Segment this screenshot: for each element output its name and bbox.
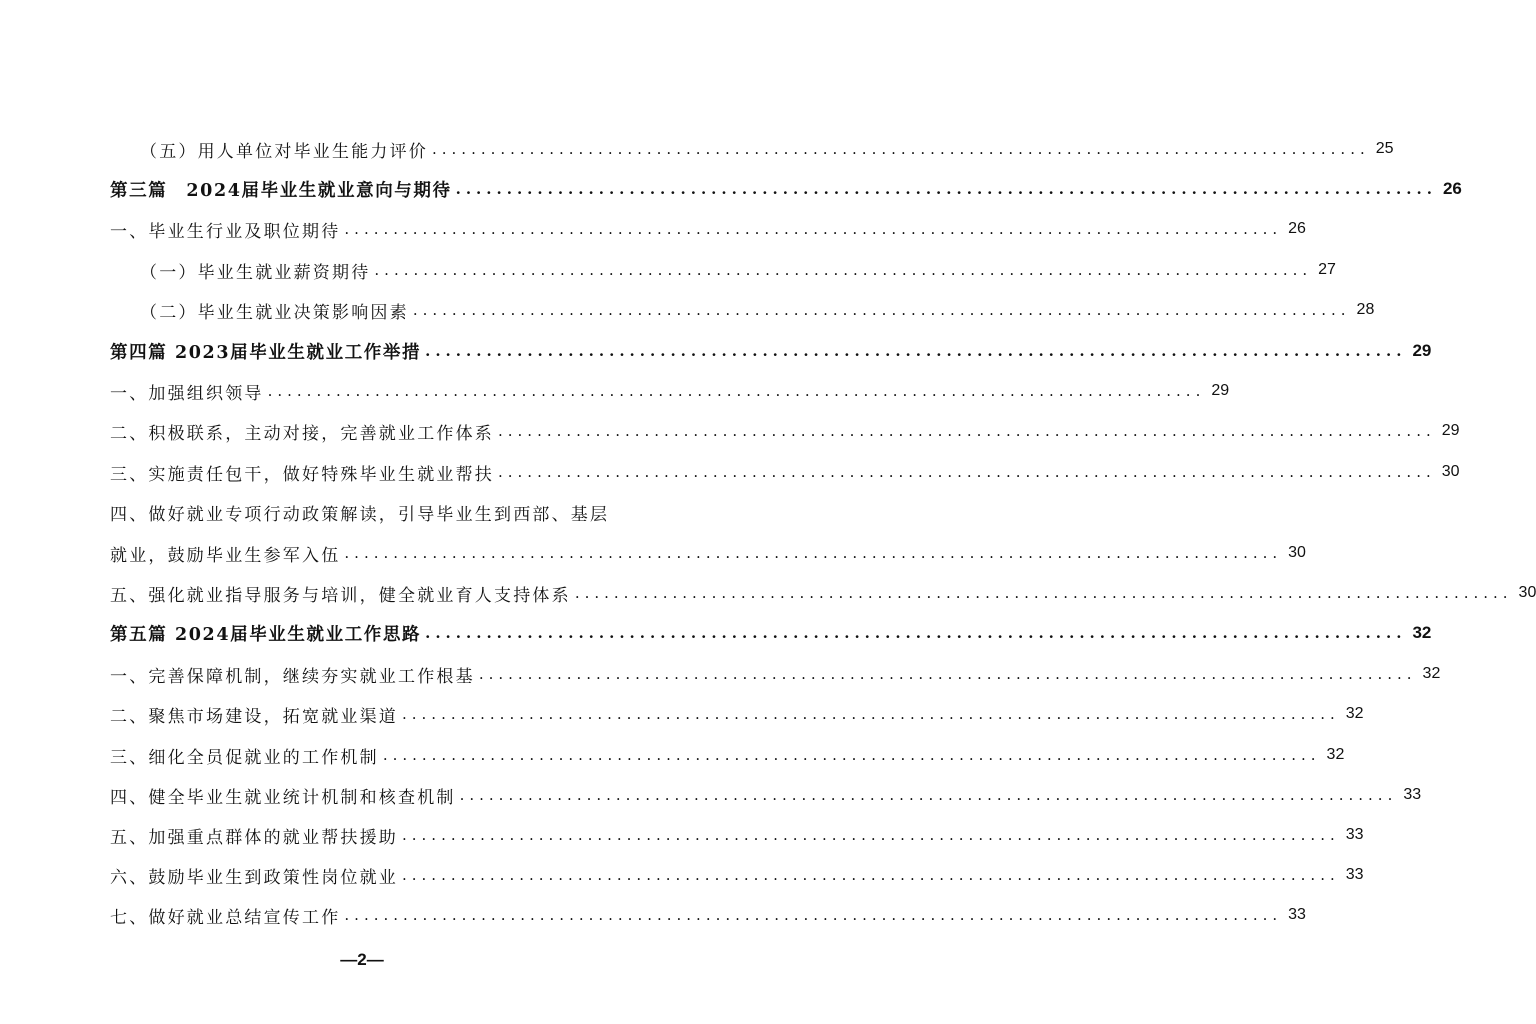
dot-leader: ................................................................................................ xyxy=(459,786,1398,804)
toc-entry xyxy=(110,416,1460,446)
dot-leader: ................................................................................................ xyxy=(498,422,1436,440)
page-number-footer: —2— xyxy=(340,950,384,969)
toc-entry xyxy=(110,538,1306,568)
dot-leader: ................................................................................................ xyxy=(402,705,1340,723)
toc-entry-page: 26 xyxy=(1442,179,1462,198)
dot-leader: ................................................................................................ xyxy=(432,140,1370,158)
toc-entry-page: 32 xyxy=(1412,623,1432,642)
toc-entry-label: 第三篇 2024届毕业生就业意向与期待 xyxy=(110,180,452,201)
toc-entry-label: 一、毕业生行业及职位期待 xyxy=(110,221,341,242)
dot-leader: ................................................................................................ xyxy=(498,463,1436,481)
dot-leader: ................................................................................................ xyxy=(425,624,1407,642)
dot-leader: ................................................................................................ xyxy=(574,584,1513,602)
toc-entry-page: 30 xyxy=(1441,463,1460,480)
toc-entry-label: 四、健全毕业生就业统计机制和核查机制 xyxy=(110,787,456,808)
toc-entry xyxy=(140,295,1375,325)
toc-entry xyxy=(110,699,1364,729)
toc-entry-page: 30 xyxy=(1288,544,1306,561)
toc-entry-label: 一、加强组织领导 xyxy=(110,383,264,404)
dot-leader: ................................................................................................ xyxy=(425,342,1407,360)
toc-entry xyxy=(110,174,1462,204)
toc-entry-page: 29 xyxy=(1412,341,1432,360)
toc-entry-label: 二、聚焦市场建设，拓宽就业渠道 xyxy=(110,706,398,727)
toc-entry-page: 27 xyxy=(1318,261,1336,278)
toc-entry xyxy=(110,659,1441,689)
toc-entry xyxy=(140,134,1394,164)
dot-leader: ................................................................................................ xyxy=(374,261,1313,279)
dot-leader: ................................................................................................ xyxy=(382,746,1321,764)
toc-entry xyxy=(110,740,1345,770)
toc-entry xyxy=(110,578,1536,608)
toc-entry xyxy=(110,497,615,527)
toc-entry xyxy=(110,376,1230,406)
toc-entry-page: 32 xyxy=(1422,665,1441,682)
toc-entry-label: 一、完善保障机制，继续夯实就业工作根基 xyxy=(110,666,475,687)
dot-leader: ................................................................................................ xyxy=(344,544,1283,562)
toc-entry-label: 第五篇 2024届毕业生就业工作思路 xyxy=(110,624,422,645)
toc-entry-page: 33 xyxy=(1345,826,1364,843)
dot-leader: ................................................................................................ xyxy=(412,301,1351,319)
toc-entry xyxy=(140,255,1336,285)
toc-entry-page: 32 xyxy=(1345,705,1364,722)
toc-entry-label: 六、鼓励毕业生到政策性岗位就业 xyxy=(110,867,398,888)
toc-entry-page: 28 xyxy=(1356,301,1375,318)
dot-leader: ................................................................................................ xyxy=(455,180,1437,198)
toc-entry xyxy=(110,900,1306,930)
toc-entry xyxy=(110,618,1432,648)
toc-entry-label: （五）用人单位对毕业生能力评价 xyxy=(140,141,428,162)
toc-entry-page: 33 xyxy=(1403,786,1422,803)
toc-entry-label: 三、细化全员促就业的工作机制 xyxy=(110,747,379,768)
dot-leader: ................................................................................................ xyxy=(402,826,1340,844)
toc-entry-page: 25 xyxy=(1375,140,1394,157)
toc-entry xyxy=(110,336,1432,366)
toc-entry xyxy=(110,820,1364,850)
toc-entry-page: 33 xyxy=(1288,906,1306,923)
toc-entry xyxy=(110,860,1364,890)
dot-leader: ................................................................................................ xyxy=(344,220,1283,238)
dot-leader: ................................................................................................ xyxy=(267,382,1206,400)
toc-entry-label: 第四篇 2023届毕业生就业工作举措 xyxy=(110,342,422,363)
toc-entry-page: 26 xyxy=(1288,220,1306,237)
dot-leader: ................................................................................................ xyxy=(402,866,1340,884)
toc-entry xyxy=(110,214,1306,244)
toc-entry-label: 五、加强重点群体的就业帮扶援助 xyxy=(110,827,398,848)
toc-entry-page: 29 xyxy=(1441,422,1460,439)
toc-entry-label: 三、实施责任包干，做好特殊毕业生就业帮扶 xyxy=(110,464,494,485)
toc-entry-label: 就业，鼓励毕业生参军入伍 xyxy=(110,545,341,566)
toc-entry-page: 32 xyxy=(1326,746,1345,763)
toc-entry-page: 30 xyxy=(1518,584,1536,601)
dot-leader: ................................................................................................ xyxy=(344,906,1283,924)
toc-entry-page: 33 xyxy=(1345,866,1364,883)
toc-entry-label: 七、做好就业总结宣传工作 xyxy=(110,907,341,928)
toc-entry-label: 五、强化就业指导服务与培训，健全就业育人支持体系 xyxy=(110,585,571,606)
toc-entry xyxy=(110,780,1422,810)
toc-entry-label: （二）毕业生就业决策影响因素 xyxy=(140,302,409,323)
toc-entry-label: （一）毕业生就业薪资期待 xyxy=(140,262,371,283)
toc-entry-label: 四、做好就业专项行动政策解读，引导毕业生到西部、基层 xyxy=(110,504,610,525)
toc-entry-page: 29 xyxy=(1211,382,1230,399)
toc-entry-label: 二、积极联系，主动对接，完善就业工作体系 xyxy=(110,423,494,444)
toc-entry xyxy=(110,457,1460,487)
dot-leader: ................................................................................................ xyxy=(478,665,1417,683)
